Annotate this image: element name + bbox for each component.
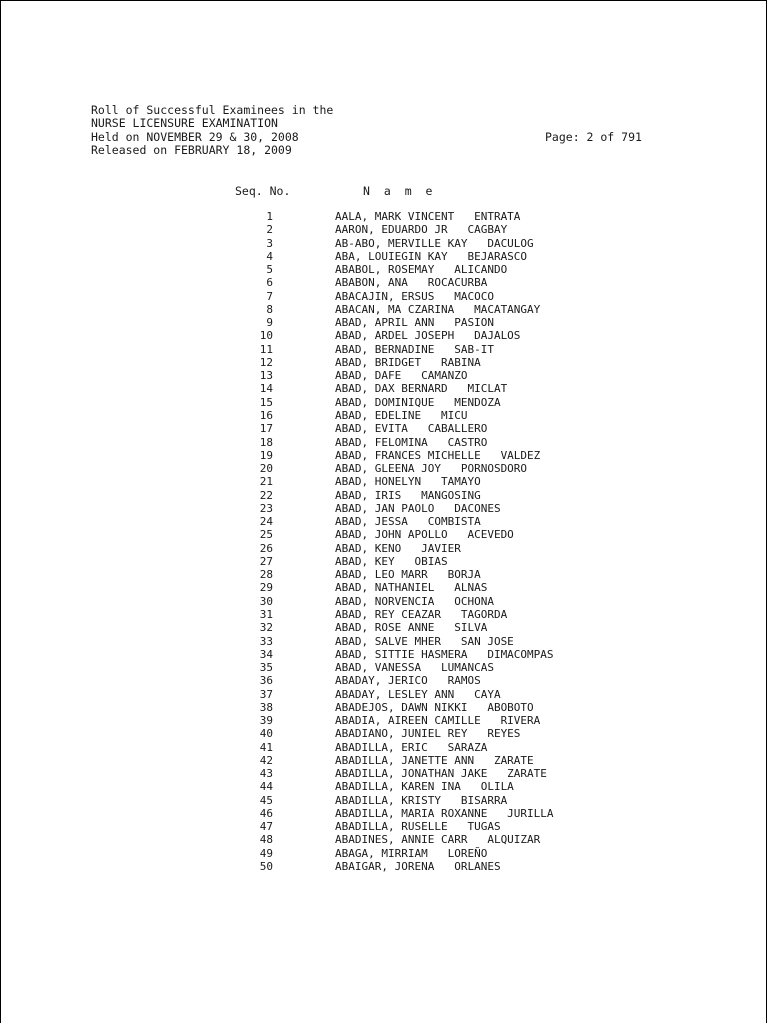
seq-number: 26 xyxy=(259,541,273,555)
list-item xyxy=(241,701,661,714)
seq-number: 8 xyxy=(266,302,273,316)
header-exam-name: NURSE LICENSURE EXAMINATION xyxy=(91,116,278,131)
list-item xyxy=(241,807,661,820)
examinee-name: ABADINES, ANNIE CARR ALQUIZAR xyxy=(335,833,541,847)
seq-number: 9 xyxy=(266,316,273,330)
list-item xyxy=(241,223,661,236)
list-item xyxy=(241,396,661,409)
list-item xyxy=(241,290,661,303)
page-number: Page: 2 of 791 xyxy=(545,129,642,144)
seq-number: 16 xyxy=(259,408,273,422)
list-item xyxy=(241,528,661,541)
list-item xyxy=(241,369,661,382)
examinee-name: AB-ABO, MERVILLE KAY DACULOG xyxy=(335,236,534,250)
list-item xyxy=(241,754,661,767)
list-item xyxy=(241,436,661,449)
examinee-name: ABADILLA, JONATHAN JAKE ZARATE xyxy=(335,767,547,781)
seq-number: 10 xyxy=(259,329,273,343)
seq-number: 24 xyxy=(259,515,273,529)
list-item xyxy=(241,343,661,356)
seq-number: 41 xyxy=(259,740,273,754)
seq-number: 25 xyxy=(259,528,273,542)
list-item xyxy=(241,489,661,502)
seq-number: 15 xyxy=(259,395,273,409)
seq-number: 30 xyxy=(259,594,273,608)
list-item xyxy=(241,581,661,594)
seq-number: 35 xyxy=(259,661,273,675)
list-item xyxy=(241,648,661,661)
examinee-name: ABADEJOS, DAWN NIKKI ABOBOTO xyxy=(335,700,534,714)
document-header xyxy=(91,104,333,157)
examinee-name: ABAD, KEY OBIAS xyxy=(335,554,448,568)
seq-number: 38 xyxy=(259,700,273,714)
seq-number: 49 xyxy=(259,846,273,860)
column-header-seq: Seq. No. xyxy=(235,184,291,198)
header-exam-dates: Held on NOVEMBER 29 & 30, 2008 xyxy=(91,129,299,144)
seq-number: 17 xyxy=(259,422,273,436)
examinee-name: ABAD, DAFE CAMANZO xyxy=(335,369,468,383)
examinee-name: ABADILLA, RUSELLE TUGAS xyxy=(335,820,501,834)
list-item xyxy=(241,382,661,395)
examinee-name: ABADAY, LESLEY ANN CAYA xyxy=(335,687,501,701)
examinee-name: ABADILLA, JANETTE ANN ZARATE xyxy=(335,753,534,767)
seq-number: 34 xyxy=(259,647,273,661)
examinee-name: ABAD, DAX BERNARD MICLAT xyxy=(335,382,508,396)
examinee-name: ABAD, BRIDGET RABINA xyxy=(335,355,481,369)
header-title: Roll of Successful Examinees in the xyxy=(91,103,334,117)
examinee-name: ABAD, KENO JAVIER xyxy=(335,541,461,555)
seq-number: 50 xyxy=(259,860,273,874)
seq-number: 4 xyxy=(266,249,273,263)
seq-number: 11 xyxy=(259,342,273,356)
list-item xyxy=(241,568,661,581)
list-item xyxy=(241,276,661,289)
list-item xyxy=(241,542,661,555)
examinee-name: ABADILLA, ERIC SARAZA xyxy=(335,740,488,754)
seq-number: 2 xyxy=(266,223,273,237)
seq-number: 32 xyxy=(259,621,273,635)
examinee-name: ABACAJIN, ERSUS MACOCO xyxy=(335,289,494,303)
examinee-name: ABAD, EDELINE MICU xyxy=(335,408,468,422)
list-item xyxy=(241,210,661,223)
list-item xyxy=(241,741,661,754)
list-item xyxy=(241,595,661,608)
examinee-name: ABAD, FRANCES MICHELLE VALDEZ xyxy=(335,448,541,462)
list-item xyxy=(241,833,661,846)
seq-number: 1 xyxy=(266,210,273,223)
seq-number: 19 xyxy=(259,448,273,462)
examinee-name: ABACAN, MA CZARINA MACATANGAY xyxy=(335,302,541,316)
seq-number: 48 xyxy=(259,833,273,847)
seq-number: 6 xyxy=(266,276,273,290)
list-item xyxy=(241,727,661,740)
examinee-name: ABAD, JOHN APOLLO ACEVEDO xyxy=(335,528,514,542)
seq-number: 43 xyxy=(259,767,273,781)
list-item xyxy=(241,502,661,515)
list-item xyxy=(241,767,661,780)
examinee-name: ABAD, IRIS MANGOSING xyxy=(335,488,481,502)
list-item xyxy=(241,621,661,634)
seq-number: 31 xyxy=(259,607,273,621)
seq-number: 13 xyxy=(259,369,273,383)
examinee-name: ABAD, VANESSA LUMANCAS xyxy=(335,661,494,675)
seq-number: 42 xyxy=(259,753,273,767)
list-item xyxy=(241,449,661,462)
list-item xyxy=(241,635,661,648)
examinee-name: ABAD, JESSA COMBISTA xyxy=(335,515,481,529)
examinee-name: ABAD, HONELYN TAMAYO xyxy=(335,475,481,489)
seq-number: 22 xyxy=(259,488,273,502)
examinee-name: ABADIANO, JUNIEL REY REYES xyxy=(335,727,521,741)
examinee-name: ABAIGAR, JORENA ORLANES xyxy=(335,860,501,874)
list-item xyxy=(241,303,661,316)
examinee-name: ABAD, JAN PAOLO DACONES xyxy=(335,501,501,515)
seq-number: 20 xyxy=(259,462,273,476)
examinee-name: ABAD, FELOMINA CASTRO xyxy=(335,435,488,449)
examinee-name: ABAD, DOMINIQUE MENDOZA xyxy=(335,395,501,409)
examinee-name: ABAD, NATHANIEL ALNAS xyxy=(335,581,488,595)
examinee-name: ABABON, ANA ROCACURBA xyxy=(335,276,488,290)
list-item xyxy=(241,661,661,674)
list-item xyxy=(241,860,661,873)
list-item xyxy=(241,820,661,833)
examinee-name: ABAGA, MIRRIAM LOREÑO xyxy=(335,846,488,860)
list-item xyxy=(241,475,661,488)
list-item xyxy=(241,780,661,793)
list-item xyxy=(241,794,661,807)
examinee-name: ABA, LOUIEGIN KAY BEJARASCO xyxy=(335,249,528,263)
seq-number: 3 xyxy=(266,236,273,250)
list-item xyxy=(241,356,661,369)
examinee-name: ABAD, EVITA CABALLERO xyxy=(335,422,488,436)
seq-number: 36 xyxy=(259,674,273,688)
seq-number: 18 xyxy=(259,435,273,449)
seq-number: 29 xyxy=(259,581,273,595)
list-item xyxy=(241,250,661,263)
seq-number: 44 xyxy=(259,780,273,794)
examinee-name: AALA, MARK VINCENT ENTRATA xyxy=(335,210,521,223)
column-header-name: N a m e xyxy=(363,184,436,198)
examinee-name: ABADIA, AIREEN CAMILLE RIVERA xyxy=(335,714,541,728)
seq-number: 47 xyxy=(259,820,273,834)
examinee-name: ABAD, ARDEL JOSEPH DAJALOS xyxy=(335,329,521,343)
examinee-name: ABAD, BERNADINE SAB-IT xyxy=(335,342,494,356)
seq-number: 28 xyxy=(259,568,273,582)
examinee-name: ABAD, LEO MARR BORJA xyxy=(335,568,481,582)
examinee-name: AARON, EDUARDO JR CAGBAY xyxy=(335,223,508,237)
list-item xyxy=(241,847,661,860)
list-item xyxy=(241,237,661,250)
examinee-name: ABAD, APRIL ANN PASION xyxy=(335,316,494,330)
examinee-name: ABAD, REY CEAZAR TAGORDA xyxy=(335,607,508,621)
seq-number: 12 xyxy=(259,355,273,369)
examinee-name: ABADAY, JERICO RAMOS xyxy=(335,674,481,688)
examinee-name: ABABOL, ROSEMAY ALICANDO xyxy=(335,263,508,277)
list-item xyxy=(241,263,661,276)
seq-number: 39 xyxy=(259,714,273,728)
examinee-name: ABAD, SITTIE HASMERA DIMACOMPAS xyxy=(335,647,554,661)
list-item xyxy=(241,555,661,568)
seq-number: 5 xyxy=(266,263,273,277)
seq-number: 21 xyxy=(259,475,273,489)
seq-number: 40 xyxy=(259,727,273,741)
examinee-name: ABADILLA, KRISTY BISARRA xyxy=(335,793,508,807)
seq-number: 33 xyxy=(259,634,273,648)
header-release-date: Released on FEBRUARY 18, 2009 xyxy=(91,142,292,157)
list-item xyxy=(241,329,661,342)
list-item xyxy=(241,409,661,422)
examinee-name: ABAD, NORVENCIA OCHONA xyxy=(335,594,494,608)
seq-number: 7 xyxy=(266,289,273,303)
examinee-name: ABADILLA, MARIA ROXANNE JURILLA xyxy=(335,806,554,820)
seq-number: 14 xyxy=(259,382,273,396)
list-item xyxy=(241,714,661,727)
examinee-name: ABADILLA, KAREN INA OLILA xyxy=(335,780,514,794)
examinee-name: ABAD, ROSE ANNE SILVA xyxy=(335,621,488,635)
examinee-name: ABAD, GLEENA JOY PORNOSDORO xyxy=(335,462,528,476)
list-item xyxy=(241,608,661,621)
examinee-name: ABAD, SALVE MHER SAN JOSE xyxy=(335,634,514,648)
list-item xyxy=(241,688,661,701)
seq-number: 27 xyxy=(259,554,273,568)
seq-number: 46 xyxy=(259,806,273,820)
seq-number: 45 xyxy=(259,793,273,807)
list-item xyxy=(241,316,661,329)
examinee-list xyxy=(241,210,661,873)
list-item xyxy=(241,674,661,687)
seq-number: 23 xyxy=(259,501,273,515)
seq-number: 37 xyxy=(259,687,273,701)
list-item xyxy=(241,462,661,475)
list-item xyxy=(241,515,661,528)
list-item xyxy=(241,422,661,435)
